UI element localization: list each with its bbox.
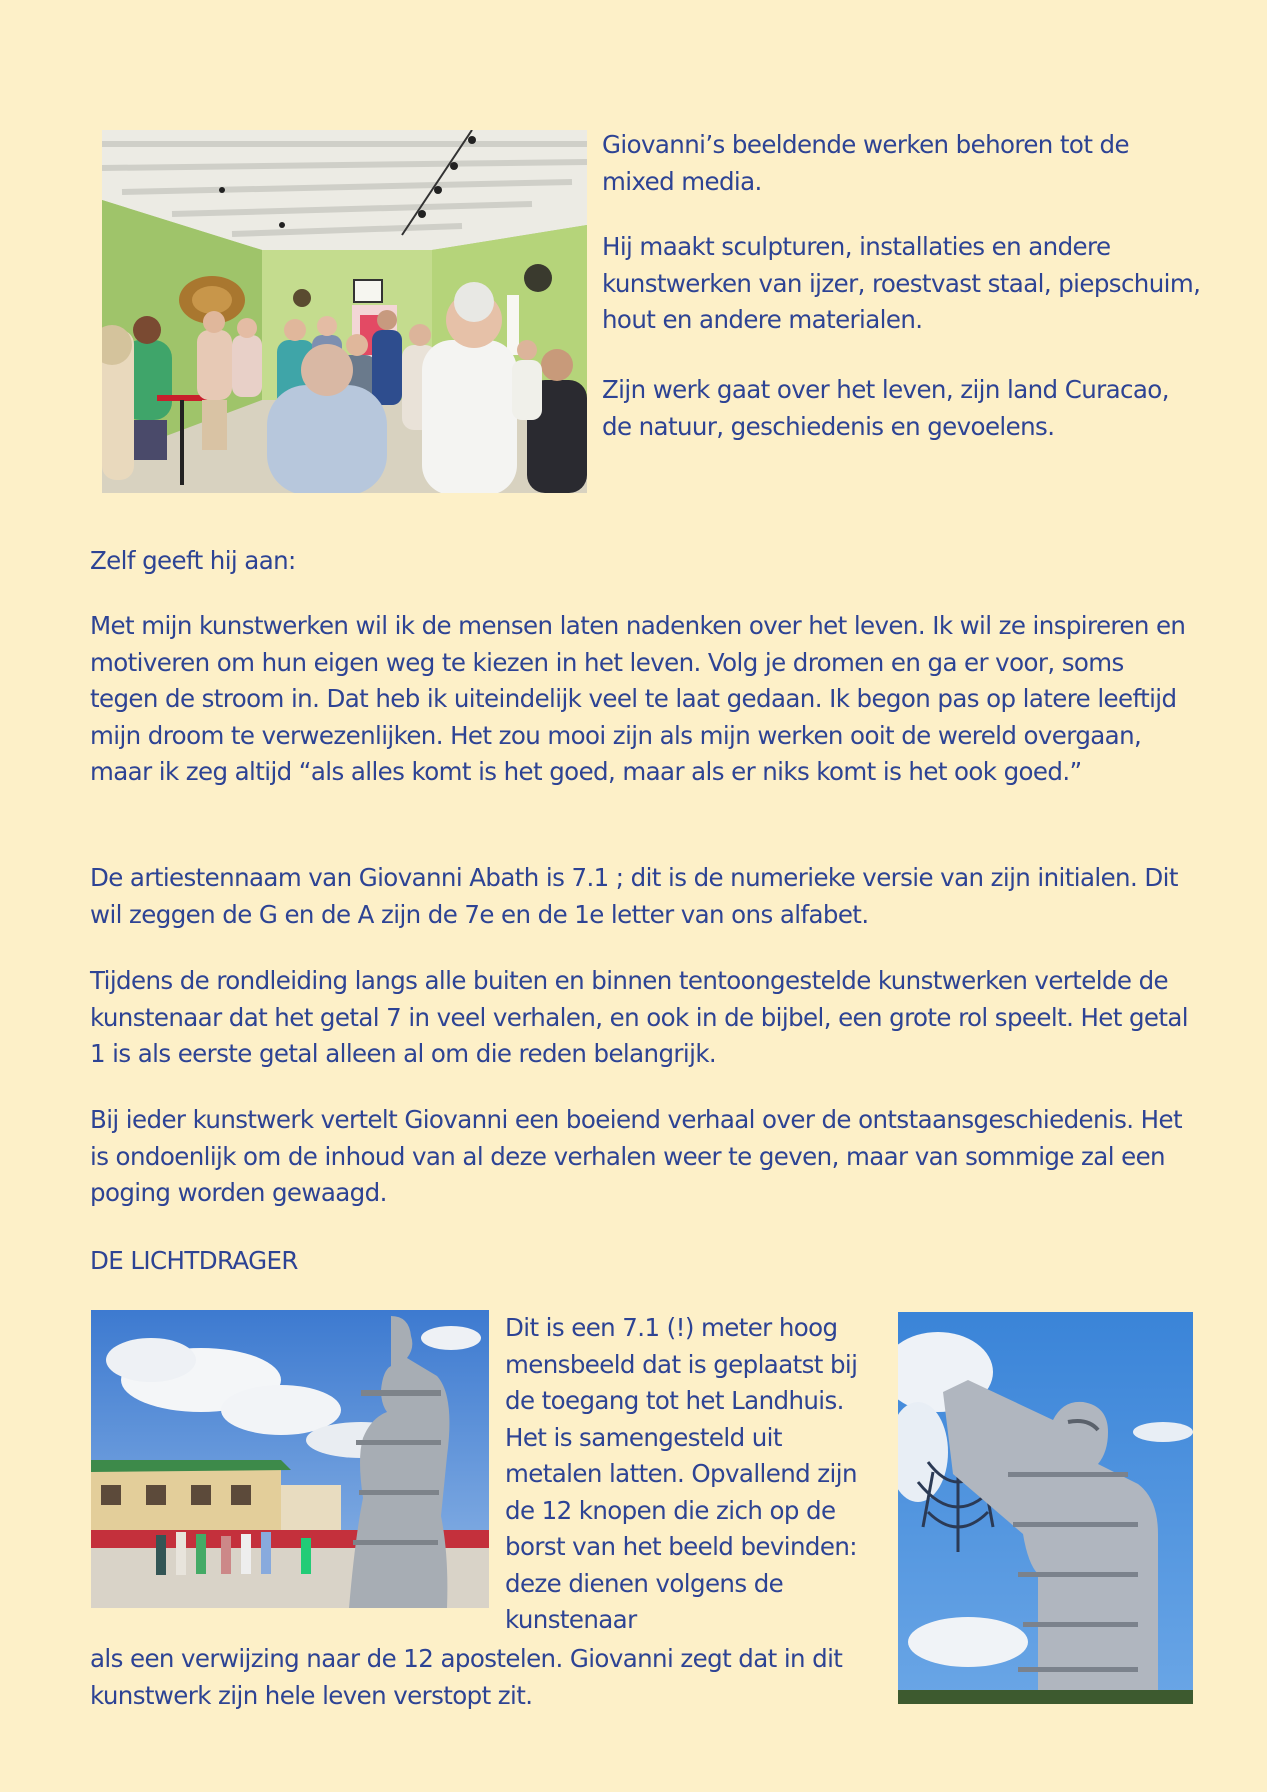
lichtdrager-column-text: Dit is een 7.1 (!) meter hoog mensbeeld dat is geplaatst bij de toegang tot het Landhuis. Het is samengesteld uit metalen latten. Opvallend zijn de 12 knopen die zich op de borst van het beeld bevinden: deze dienen volgens de kunstenaar [505,1313,858,1634]
artist-name-paragraph: De artiestennaam van Giovanni Abath is 7.1 ; dit is de numerieke versie van zijn initialen. Dit wil zeggen de G en de A zijn de 7e en de 1e letter van ons alfabet. [90,863,1178,929]
intro-paragraph-2: Hij maakt sculpturen, installaties en andere kunstwerken van ijzer, roestvast staal, piepschuim, hout en andere materialen. [602,232,1201,334]
lichtdrager-tail-text: als een verwijzing naar de 12 apostelen. Giovanni zegt dat in dit kunstwerk zijn hele leven verstopt zit. [90,1644,843,1710]
intro-paragraph-1: Giovanni’s beeldende werken behoren tot de mixed media. [602,130,1129,196]
intro-paragraph-3: Zijn werk gaat over het leven, zijn land Curacao, de natuur, geschiedenis en gevoelens. [602,375,1169,441]
stories-paragraph: Bij ieder kunstwerk vertelt Giovanni een boeiend verhaal over de ontstaansgeschiedenis. Het is ondoenlijk om de inhoud van al deze verhalen weer te geven, maar van sommige zal een poging worden gewaagd. [90,1105,1182,1207]
tour-paragraph: Tijdens de rondleiding langs alle buiten en binnen tentoongestelde kunstwerken vertelde de kunstenaar dat het getal 7 in veel verhalen, en ook in de bijbel, een grote rol speelt. Het getal 1 is als eerste getal alleen al om die reden belangrijk. [90,966,1188,1068]
statue-photo-closeup [898,1312,1193,1704]
statue-photo-outdoor [91,1310,489,1608]
gallery-photo [102,130,587,493]
section-heading: DE LICHTDRAGER [90,1246,298,1275]
quote-intro: Zelf geeft hij aan: [90,546,296,575]
artist-quote: Met mijn kunstwerken wil ik de mensen laten nadenken over het leven. Ik wil ze inspireren en motiveren om hun eigen weg te kiezen in het leven. Volg je dromen en ga er voor, soms tegen de stroom in. Dat heb ik uiteindelijk veel te laat gedaan. Ik begon pas op latere leeftijd mijn droom te verwezenlijken. Het zou mooi zijn als mijn werken ooit de wereld overgaan, maar ik zeg altijd “als alles komt is het goed, maar als er niks komt is het ook goed.” [90,611,1186,786]
